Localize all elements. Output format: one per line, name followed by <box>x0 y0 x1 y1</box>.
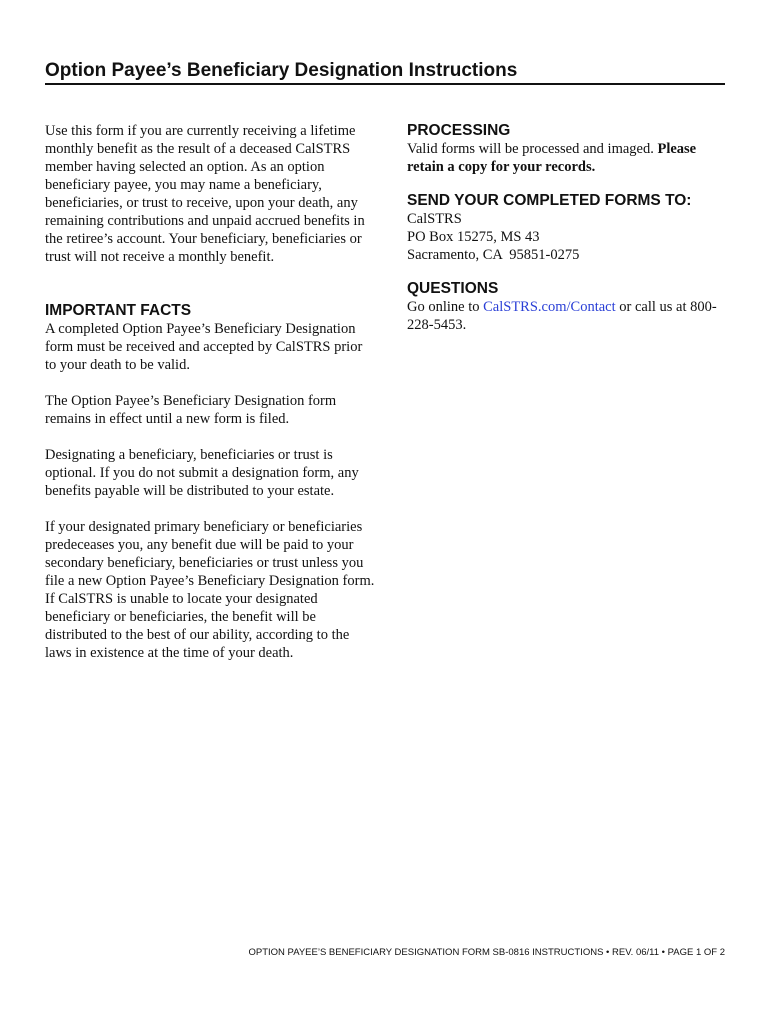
page-footer: OPTION PAYEE’S BENEFICIARY DESIGNATION FORM SB-0816 INSTRUCTIONS • REV. 06/11 • PAGE 1 OF 2 <box>248 947 725 958</box>
fact-paragraph: If your designated primary beneficiary or beneficiaries predeceases you, any benefit due will be paid to your secondary beneficiary, beneficiaries or trust unless you file a new Option Payee’s Beneficiary Designation form. If CalSTRS is unable to locate your designated beneficiary or beneficiaries, the benefit will be distributed to the best of our ability, according to the laws in existence at the time of your death. <box>45 519 375 661</box>
fact-paragraph: A completed Option Payee’s Beneficiary Designation form must be received and accepted by CalSTRS prior to your death to be valid. <box>45 321 363 373</box>
processing-text <box>407 140 727 176</box>
contact-link[interactable]: CalSTRS.com/Contact <box>483 299 616 315</box>
mailing-address <box>407 210 727 264</box>
questions-text-after: or call us at 800-228-5453. <box>407 299 717 333</box>
important-facts-heading: IMPORTANT FACTS <box>45 302 192 319</box>
title-divider <box>45 83 725 85</box>
fact-paragraph: Designating a beneficiary, beneficiaries or trust is optional. If you do not submit a designation form, any benefits payable will be distributed to your estate. <box>45 447 359 499</box>
questions-heading: QUESTIONS <box>407 280 499 297</box>
address-line: Sacramento, CA 95851-0275 <box>407 247 580 263</box>
processing-plain-text: Valid forms will be processed and imaged. <box>407 141 654 157</box>
processing-heading: PROCESSING <box>407 122 511 139</box>
questions-text <box>407 298 727 334</box>
right-column <box>407 122 727 334</box>
address-line: PO Box 15275, MS 43 <box>407 229 540 245</box>
left-column <box>45 122 375 662</box>
address-line: CalSTRS <box>407 211 462 227</box>
questions-text-before: Go online to <box>407 299 480 315</box>
processing-bold-text: Please retain a copy for your records. <box>407 141 697 175</box>
fact-paragraph: The Option Payee’s Beneficiary Designation form remains in effect until a new form is filed. <box>45 393 337 427</box>
page-title: Option Payee’s Beneficiary Designation Instructions <box>45 60 518 81</box>
send-forms-heading: SEND YOUR COMPLETED FORMS TO: <box>407 192 692 209</box>
intro-paragraph: Use this form if you are currently receiving a lifetime monthly benefit as the result of a deceased CalSTRS member having selected an option. As an option beneficiary payee, you may name a beneficiary, beneficiaries, or trust to receive, upon your death, any remaining contributions and unpaid accrued benefits in the retiree’s account. Your beneficiary, beneficiaries or trust will not receive a monthly benefit. <box>45 123 365 265</box>
